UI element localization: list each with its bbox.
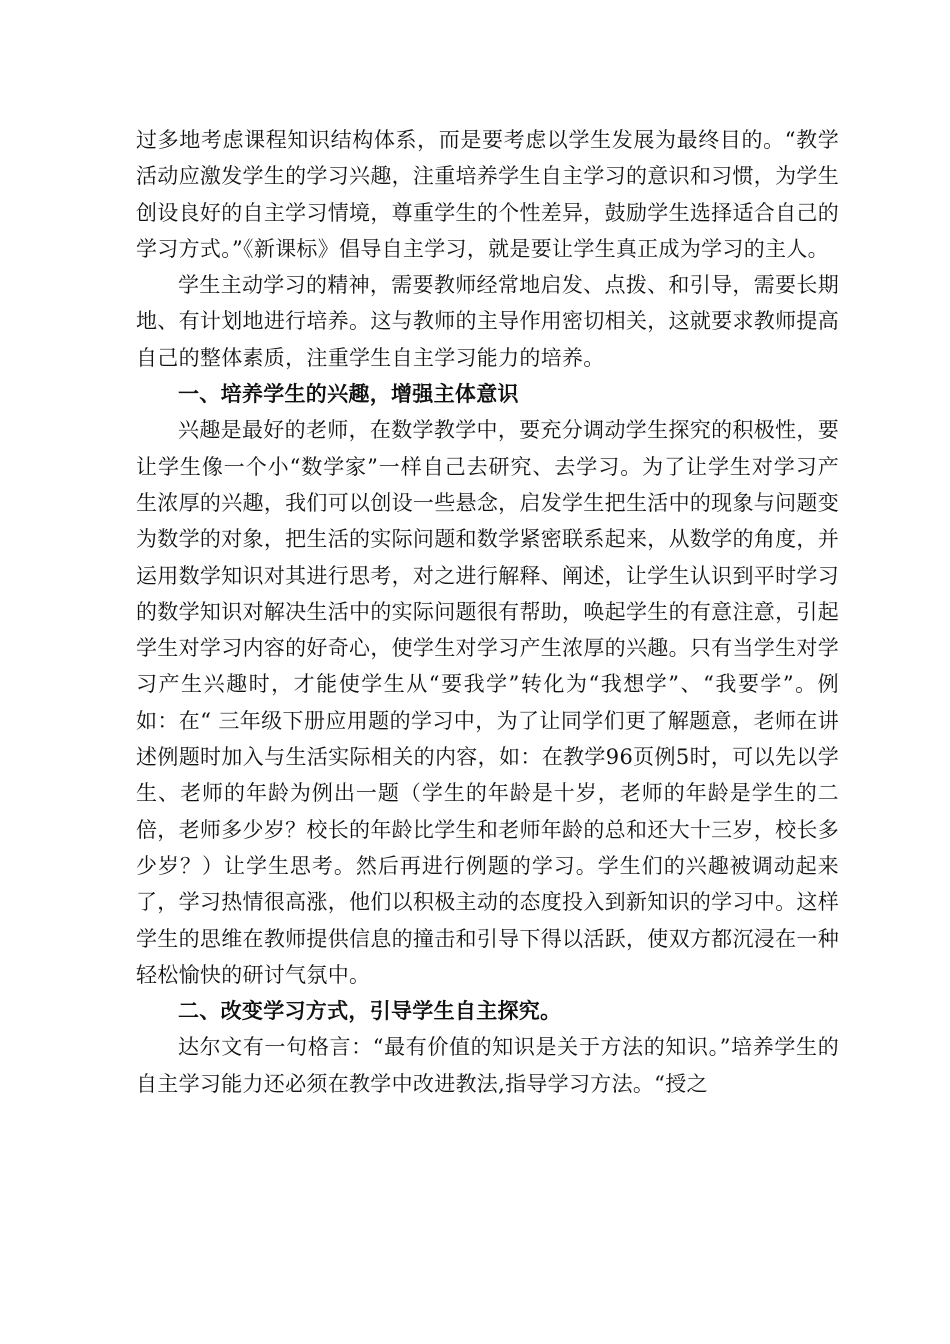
paragraph-learning-method: 达尔文有一句格言：“最有价值的知识是关于方法的知识。”培养学生的自主学习能力还必须在教学中改进教法,指导学习方法。“授之 [136,1035,839,1096]
paragraph-interest: 兴趣是最好的老师，在数学教学中，要充分调动学生探究的积极性，要让学生像一个小“数学家”一样自己去研究、去学习。为了让学生对学习产生浓厚的兴趣，我们可以创设一些悬念，启发学生把生活中的现象与问题变为数学的对象，把生活的实际问题和数学紧密联系起来，从数学的角度，并运用数学知识对其进行思考，对之进行解释、阐述，让学生认识到平时学习的数学知识对解决生活中的实际问题很有帮助，唤起学生的有意注意，引起学生对学习内容的好奇心，使学生对学习产生浓厚的兴趣。只有当学生对学习产生兴趣时，才能使学生从“要我学”转化为“我想学”、“我要学”。例如：在“ 三年级下册应用题的学习中，为了让同学们更了解题意，老师在讲述例题时加入与生活实际相关的内容，如：在教学96页例5时，可以先以学生、老师的年龄为例出一题（学生的年龄是十岁，老师的年龄是学生的二倍，老师多少岁？校长的年龄比学生和老师年龄的总和还大十三岁，校长多少岁？）让学生思考。然后再进行例题的学习。学生们的兴趣被调动起来了，学习热情很高涨，他们以积极主动的态度投入到新知识的学习中。这样学生的思维在教师提供信息的撞击和引导下得以活跃，使双方都沉浸在一种轻松愉快的研讨气氛中。 [136,418,839,987]
paragraph-intro-continuation: 过多地考虑课程知识结构体系，而是要考虑以学生发展为最终目的。“教学活动应激发学生的学习兴趣，注重培养学生自主学习的意识和习惯，为学生创设良好的自主学习情境，尊重学生的个性差异，鼓励学生选择适合自己的学习方式。”《新课标》倡导自主学习，就是要让学生真正成为学习的主人。 [136,128,839,261]
document-page [136,122,839,1102]
section-heading-1: 一、培养学生的兴趣，增强主体意识 [178,382,519,407]
section-heading-2: 二、改变学习方式，引导学生自主探究。 [178,999,562,1024]
paragraph-teacher-guidance: 学生主动学习的精神，需要教师经常地启发、点拨、和引导，需要长期地、有计划地进行培养。这与教师的主导作用密切相关，这就要求教师提高自己的整体素质，注重学生自主学习能力的培养。 [136,273,839,370]
